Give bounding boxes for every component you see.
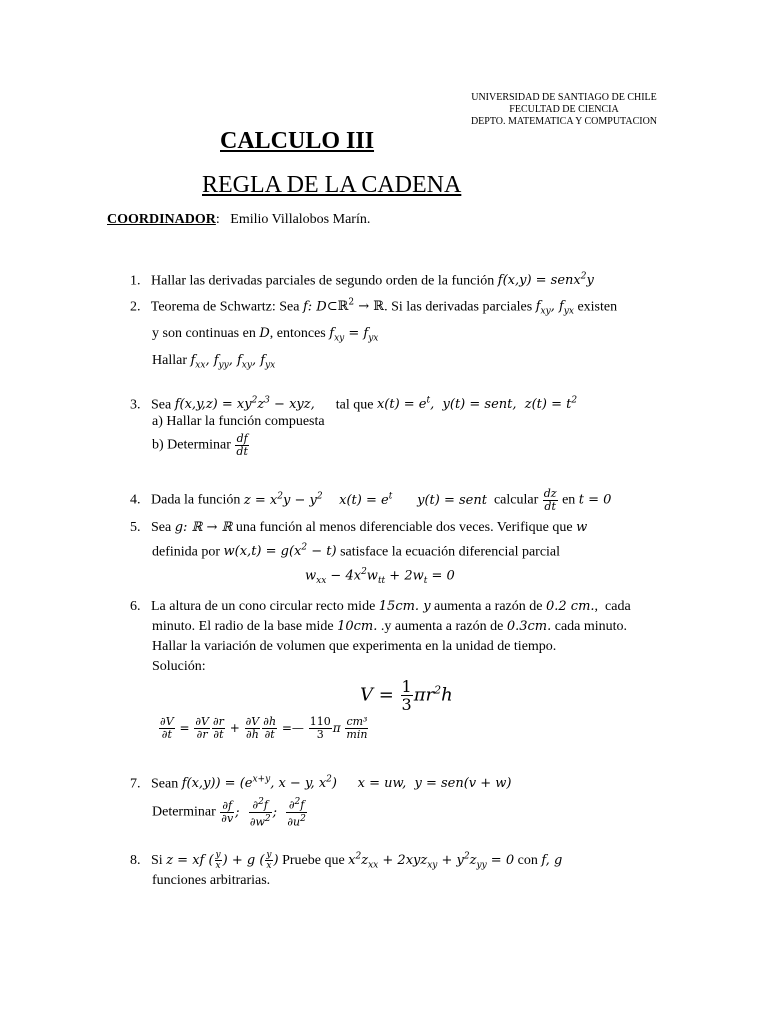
pde-equation: $w_{xx} - 4x^2w_{tt} + 2w_t = 0$ — [305, 567, 455, 587]
problem-text: en — [562, 492, 576, 508]
problem-number: 5. — [130, 520, 141, 535]
derivative-fraction: $\frac{dz}{dt}$ — [543, 487, 557, 513]
header-university: UNIVERSIDAD DE SANTIAGO DE CHILE — [471, 92, 657, 103]
formula: t = 0 — [578, 492, 612, 508]
problem-text: minuto. El radio de la base mide — [152, 619, 334, 634]
problem-text: Determinar — [152, 804, 216, 820]
problem-5: 5. Sea g: ℝ → ℝ una función al menos diferenciable dos veces. Verifique que w definida por $w(x,t) = g(x^2 - t)$ satisface la ecuación diferencial parcial $w_{xx} - 4x^2w_{tt} + 2w_t = 0$ — [130, 517, 670, 592]
problem-text: una función al menos diferenciable dos veces. Verifique que — [235, 520, 573, 535]
problem-text: La altura de un cono circular recto mide — [151, 599, 376, 614]
institution-header — [440, 92, 688, 128]
formula: z = xf ( $\frac{y}{x}$ ) + g ( $\frac{y}{x}$ ) — [166, 850, 279, 871]
problem-number: 2. — [130, 299, 141, 315]
derivative-fraction: $\frac{df}{dt}$ — [236, 432, 248, 459]
problem-number: 4. — [130, 492, 141, 508]
problem-text: cada minuto. — [554, 619, 628, 634]
coordinator-line: COORDINADOR: Emilio Villalobos Marín. — [107, 212, 371, 227]
problem-text: tal que — [335, 397, 374, 413]
page-subtitle: REGLA DE LA CADENA — [202, 172, 462, 198]
problem-3 — [130, 396, 670, 458]
problem-text: Dada la función — [151, 492, 241, 508]
problem-number: 1. — [130, 273, 141, 289]
formula: f: D — [302, 299, 327, 315]
problem-text: cada — [605, 599, 631, 614]
problem-7 — [130, 775, 670, 829]
formula: $x(t) = e^t$, y(t) = sent, $z(t) = t^2$ — [376, 396, 578, 413]
problem-text: Hallar las derivadas parciales de segundo orden de la función — [151, 273, 495, 289]
problem-number: 6. — [130, 599, 141, 614]
problem-text: con — [517, 853, 538, 868]
header-department: DEPTO. MATEMATICA Y COMPUTACION — [470, 116, 658, 127]
formula: f(x,y) = senx$^2$y — [497, 272, 594, 289]
problem-8: 8. Si z = xf ( $\frac{y}{x}$ ) + g ( $\frac{y}{x}$ ) Pruebe que $x^2z_{xx} + 2xyz_{xy} + y^2z_{yy} = 0$ con f, g funciones arbitrarias. — [130, 850, 690, 889]
formula: g: ℝ → ℝ — [174, 520, 233, 535]
problem-text: Sea — [151, 520, 172, 535]
formula: $x^2z_{xx} + 2xyz_{xy} + y^2z_{yy} = 0$ — [348, 851, 515, 871]
header-faculty: FECULTAD DE CIENCIA — [509, 104, 619, 115]
formula: $f_{xy} = f_{yx}$ — [329, 325, 379, 344]
problem-text: calcular — [493, 492, 539, 508]
problem-number: 3. — [130, 397, 141, 413]
chain-rule-formula: $\frac{\partial V}{\partial t}$ = $\frac{\partial V}{\partial r}$ $\frac{\partial r}{\partial t}$ + $\frac{\partial V}{\partial h}$ $\frac{\partial h}{\partial t}$ =— $\frac{110}{3}$ π $\frac{\text{cm³}}{\min}$ — [160, 715, 368, 741]
problem-6: 6. La altura de un cono circular recto mide 15cm. y aumenta a razón de 0.2 cm., cada minuto. El radio de la base mide 10cm. .y aumenta a razón de 0.3cm. cada minuto. Hallar la variación de volumen que experimenta en la unidad de tiempo. Solución: — [130, 597, 690, 677]
problem-number: 7. — [130, 776, 141, 792]
problem-text: , entonces — [269, 325, 326, 341]
sub-a: a) Hallar la función compuesta — [152, 414, 325, 430]
problem-text: Teorema de Schwartz: Sea — [150, 299, 300, 315]
solution-label: Solución: — [152, 659, 206, 674]
problem-text: Hallar la variación de volumen que experimenta en la unidad de tiempo. — [152, 639, 557, 654]
page-title: CALCULO III — [220, 128, 375, 154]
problem-text: existen — [577, 299, 618, 315]
formula: 0.3cm. — [506, 619, 552, 634]
problem-1 — [130, 272, 594, 289]
formula: 10cm. — [337, 619, 378, 634]
problem-text: y son continuas en — [152, 325, 256, 341]
coordinator-label: COORDINADOR — [107, 212, 216, 227]
problem-text: Hallar — [152, 352, 187, 368]
formula: 0.2 cm. — [546, 599, 595, 614]
problem-text: Sean — [151, 776, 179, 792]
formula: $\frac{\partial f}{\partial v}$ ; $\frac{\partial^2f}{\partial w^2}$ ; $\frac{\partial^2f}{\partial u^2}$ — [221, 797, 306, 829]
formula: $w(x,t) = g(x^2 - t)$ — [223, 543, 337, 560]
problem-4 — [130, 488, 670, 513]
problem-text: Si — [151, 853, 163, 868]
formula: $f_{xx}$, $f_{yy}$, $f_{xy}$, $f_{yx}$ — [190, 352, 276, 371]
problem-text: definida por — [152, 544, 221, 560]
formula: $z = x^2y - y^2$ $x(t) = e^t$ y(t) = sent — [243, 491, 487, 508]
problem-text: . Si las derivadas parciales — [384, 299, 533, 315]
formula: 15cm. y — [378, 599, 431, 614]
problem-number: 8. — [130, 853, 141, 868]
problem-text: Sea — [151, 397, 172, 413]
coordinator-name: Emilio Villalobos Marín. — [230, 212, 371, 227]
formula: $f(x,y,z) = xy^2z^3$ − xyz, — [174, 396, 315, 413]
problem-text: .y aumenta a razón de — [380, 619, 504, 634]
formula: $f_{xy}$, $f_{yx}$ — [535, 299, 574, 317]
problem-text: satisface la ecuación diferencial parcial — [340, 544, 561, 560]
formula: $f(x,y)) = (e^{x+y}$, x − y, $x^2$) x = uw, y = sen(v + w) — [181, 775, 512, 792]
problem-text: funciones arbitrarias. — [152, 873, 271, 888]
problem-2: 2. Teorema de Schwartz: Sea f: D⊂ℝ$^2$ → ℝ. Si las derivadas parciales $f_{xy}$, $f_{yx}$ existen y son continuas en D, entonces $f_{xy} = f_{yx}$ Hallar $f_{xx}$, $f_{yy}$, $f_{xy}$, $f_{yx}$ — [130, 298, 618, 371]
sub-b: b) Determinar — [152, 438, 231, 454]
volume-formula: V = $\frac{1}{3}$ $\pi r^2h$ — [360, 677, 453, 714]
problem-text: aumenta a razón de — [434, 599, 543, 614]
problem-text: Pruebe que — [282, 853, 345, 868]
